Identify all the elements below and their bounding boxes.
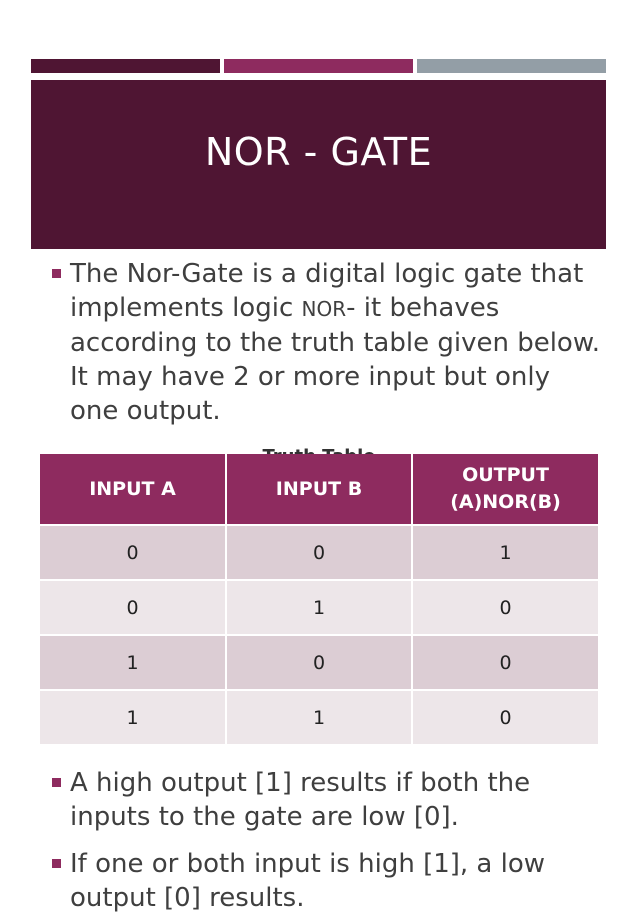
cell-input-b: 1	[226, 690, 412, 744]
header-input-b: INPUT B	[226, 454, 412, 525]
cell-input-a: 1	[40, 690, 226, 744]
cell-input-a: 1	[40, 635, 226, 690]
note-bullet-high-output	[52, 766, 602, 834]
accent-bar-gray	[417, 59, 606, 73]
bullet-square-icon	[52, 859, 61, 868]
table-row	[40, 635, 598, 690]
page-title: NOR - GATE	[204, 130, 433, 174]
accent-bar-dark	[31, 59, 220, 73]
header-output	[412, 454, 598, 525]
cell-input-b: 0	[226, 635, 412, 690]
intro-text	[70, 257, 602, 428]
cell-input-b: 0	[226, 525, 412, 580]
note-bullet-low-output	[52, 847, 602, 915]
cell-output: 0	[412, 690, 598, 744]
cell-output: 0	[412, 635, 598, 690]
accent-bar-magenta	[224, 59, 413, 73]
header-output-line1: OUTPUT	[462, 464, 549, 486]
note-text: If one or both input is high [1], a low output [0] results.	[70, 849, 546, 913]
bullet-square-icon	[52, 269, 61, 278]
note-text: A high output [1] results if both the inputs to the gate are low [0].	[70, 768, 531, 832]
cell-input-a: 0	[40, 525, 226, 580]
intro-text-nor: NOR	[301, 297, 347, 321]
cell-output: 0	[412, 580, 598, 635]
table-row	[40, 525, 598, 580]
title-band	[31, 80, 606, 249]
truth-table	[40, 454, 598, 744]
cell-input-b: 1	[226, 580, 412, 635]
table-header-row	[40, 454, 598, 525]
intro-text-pre: The Nor-Gate is a digital logic gate that implements logic	[70, 259, 584, 323]
header-input-a: INPUT A	[40, 454, 226, 525]
table-row	[40, 690, 598, 744]
intro-bullet	[52, 257, 602, 428]
cell-input-a: 0	[40, 580, 226, 635]
header-output-line2: (A)NOR(B)	[450, 491, 561, 513]
intro-text-post: - it behaves according to the truth table given below. It may have 2 or more input but only one output.	[70, 293, 600, 426]
cell-output: 1	[412, 525, 598, 580]
table-row	[40, 580, 598, 635]
bullet-square-icon	[52, 778, 61, 787]
